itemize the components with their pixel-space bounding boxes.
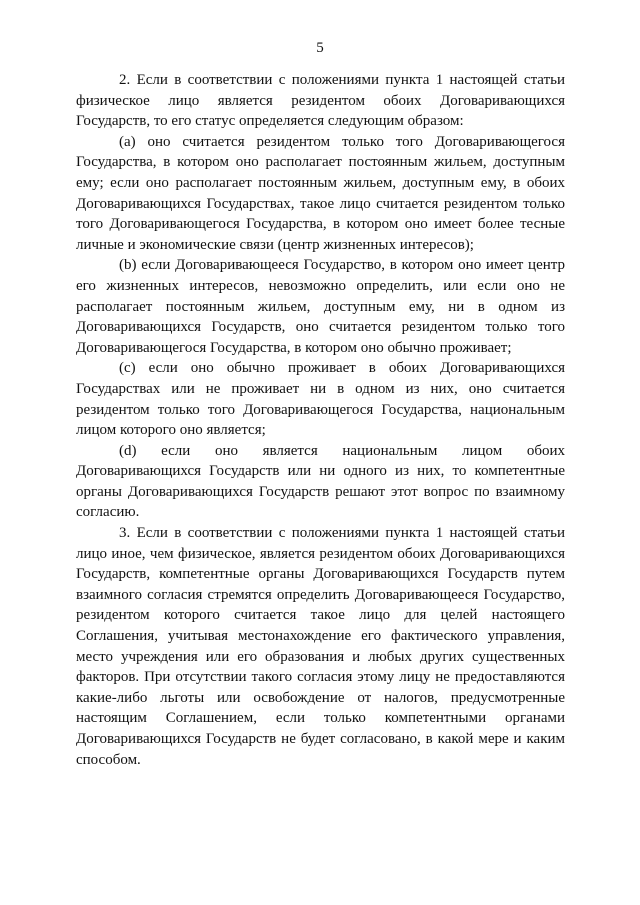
page-number: 5 [316, 40, 324, 56]
paragraph-2: 2. Если в соответствии с положениями пункта 1 настоящей статьи физическое лицо является резидентом обоих Договаривающихся Государств, то его статус определяется следующим образом: [76, 72, 565, 130]
subparagraph-a: (a) оно считается резидентом только того Договаривающегося Государства, в котором оно располагает постоянным жильем, доступным ему; если оно располагает постоянным жильем, доступным ему, в обоих Договаривающихся Государствах, такое лицо считается резидентом только того Договаривающегося Государства, в котором оно имеет более тесные личные и экономические связи (центр жизненных интересов); [76, 133, 565, 253]
subparagraph-d: (d) если оно является национальным лицом обоих Договаривающихся Государств или ни одного из них, то компетентные органы Договаривающихся Государств решают этот вопрос по взаимному согласию. [76, 442, 565, 521]
article-body [76, 70, 565, 770]
paragraph-3: 3. Если в соответствии с положениями пункта 1 настоящей статьи лицо иное, чем физическое, является резидентом обоих Договаривающихся Государств, компетентные органы Договаривающихся Государств путем взаимного согласия стремятся определить Договаривающееся Государство, резидентом которого считается такое лицо для целей настоящего Соглашения, учитывая местонахождение его фактического управления, место учреждения или его образования и любых других существенных факторов. При отсутствии такого согласия этому лицу не предоставляются какие-либо льготы или освобождение от налогов, предусмотренные настоящим Соглашением, если только компетентными органами Договаривающихся Государств не будет согласовано, в какой мере и каким способом. [76, 525, 565, 768]
subparagraph-c: (c) если оно обычно проживает в обоих Договаривающихся Государствах или не проживает ни в одном из них, оно считается резидентом только того Договаривающегося Государства, национальным лицом которого оно является; [76, 360, 565, 439]
subparagraph-b: (b) если Договаривающееся Государство, в котором оно имеет центр его жизненных интересов, невозможно определить, или если оно не располагает постоянным жильем, доступным ему, ни в одном из Договаривающихся Государств, оно считается резидентом только того Договаривающегося Государства, в котором оно обычно проживает; [76, 257, 565, 356]
